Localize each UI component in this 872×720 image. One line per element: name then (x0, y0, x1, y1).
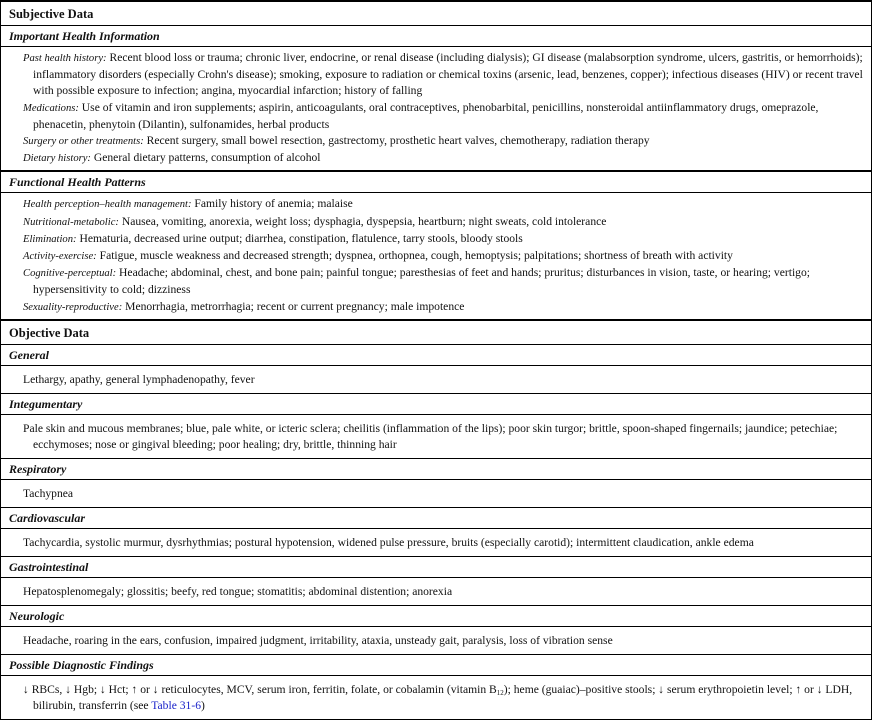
item-text: Fatigue, muscle weakness and decreased strength; dyspnea, orthopnea, cough, hemoptysis; palpitations; shortness of breath with activity (96, 249, 733, 263)
item-text: Hematuria, decreased urine output; diarrhea, constipation, flatulence, tarry stools, bloody stools (76, 231, 523, 245)
general-body: Lethargy, apathy, general lymphadenopathy, fever (1, 366, 871, 394)
item-text: Use of vitamin and iron supplements; aspirin, anticoagulants, oral contraceptives, phenobarbital, penicillins, nonsteroidal antiinflammatory drugs, omeprazole, phenacetin, phenytoin (Dilantin), sulfonamides, herbal products (33, 100, 819, 131)
functional-health-patterns-body (1, 193, 871, 320)
diagnostic-text-part2: ); heme (guaiac)–positive stools; ↓ serum erythropoietin level; ↑ or ↓ LDH, bilirubin, transferrin (see (33, 682, 853, 712)
nutritional-metabolic-item (23, 214, 865, 231)
vitamin-b12-subscript: 12 (496, 688, 504, 697)
neurologic-body: Headache, roaring in the ears, confusion, impaired judgment, irritability, ataxia, unsteady gait, paralysis, loss of vibration sense (1, 627, 871, 655)
past-health-history-item (23, 50, 865, 100)
important-health-info-body (1, 47, 871, 172)
health-perception-item (23, 196, 865, 213)
respiratory-header: Respiratory (1, 459, 871, 480)
item-label: Past health history: (23, 53, 107, 64)
item-text: Headache; abdominal, chest, and bone pain; painful tongue; paresthesias of feet and hands; pruritus; disturbances in vision, taste, or hearing; vertigo; hypersensitivity to cold; dizziness (33, 266, 810, 297)
neurologic-header: Neurologic (1, 606, 871, 627)
general-header: General (1, 345, 871, 366)
diagnostic-text-part3: ) (201, 698, 205, 712)
item-label: Elimination: (23, 233, 77, 245)
diagnostic-text-part1: ↓ RBCs, ↓ Hgb; ↓ Hct; ↑ or ↓ reticulocytes, MCV, serum iron, ferritin, folate, or cobalamin (vitamin B (23, 682, 497, 696)
subjective-data-header: Subjective Data (1, 2, 871, 26)
item-text: Recent blood loss or trauma; chronic liver, endocrine, or renal disease (including dialysis); GI disease (malabsorption syndrome, ulcers, gastritis, or hemorrhoids); inflammatory disorders (especially Crohn's disease); smoking, exposure to radiation or chemical toxins (arsenic, lead, benzenes, copper); infectious diseases (HIV) or recent travel with possible exposure to infection; angina, myocardial infarction; history of falling (33, 51, 863, 98)
item-text: Family history of anemia; malaise (191, 197, 353, 211)
item-text: Recent surgery, small bowel resection, gastrectomy, prosthetic heart valves, chemotherapy, radiation therapy (143, 134, 650, 148)
diagnostic-findings-body (1, 676, 871, 719)
functional-health-patterns-header: Functional Health Patterns (1, 172, 871, 193)
cardiovascular-body: Tachycardia, systolic murmur, dysrhythmias; postural hypotension, widened pulse pressure, bruits (especially carotid); intermittent claudication, ankle edema (1, 529, 871, 557)
item-label: Nutritional-metabolic: (23, 216, 119, 228)
cardiovascular-header: Cardiovascular (1, 508, 871, 529)
gastrointestinal-header: Gastrointestinal (1, 557, 871, 578)
item-label: Dietary history: (23, 153, 91, 165)
sexuality-reproductive-item (23, 299, 865, 316)
integumentary-body (1, 415, 871, 459)
item-label: Medications: (23, 102, 79, 114)
diagnostic-findings-header: Possible Diagnostic Findings (1, 655, 871, 676)
item-label: Activity-exercise: (23, 251, 97, 263)
gastrointestinal-body: Hepatosplenomegaly; glossitis; beefy, red tongue; stomatitis; abdominal distention; anorexia (1, 578, 871, 606)
integumentary-header: Integumentary (1, 394, 871, 415)
diagnostic-findings-text (23, 682, 865, 714)
item-text: Menorrhagia, metrorrhagia; recent or current pregnancy; male impotence (122, 299, 465, 313)
dietary-history-item (23, 150, 865, 167)
activity-exercise-item (23, 248, 865, 265)
item-label: Surgery or other treatments: (23, 136, 144, 148)
medications-item (23, 100, 865, 133)
respiratory-body: Tachypnea (1, 480, 871, 508)
elimination-item (23, 231, 865, 248)
item-label: Sexuality-reproductive: (23, 301, 123, 313)
integumentary-text: Pale skin and mucous membranes; blue, pale white, or icteric sclera; cheilitis (inflammation of the lips); poor skin turgor; brittle, spoon-shaped fingernails; jaundice; petechiae; ecchymoses; nose or gingival bleeding; poor healing; dry, brittle, thinning hair (23, 421, 838, 451)
important-health-info-header: Important Health Information (1, 26, 871, 47)
item-label: Health perception–health management: (23, 199, 192, 211)
item-label: Cognitive-perceptual: (23, 268, 117, 280)
surgery-item (23, 133, 865, 150)
item-text: General dietary patterns, consumption of alcohol (90, 151, 321, 165)
objective-data-header: Objective Data (1, 321, 871, 345)
item-text: Nausea, vomiting, anorexia, weight loss; dysphagia, dyspepsia, heartburn; night sweats, cold intolerance (118, 214, 607, 228)
cognitive-perceptual-item (23, 265, 865, 298)
table-31-6-link[interactable]: Table 31-6 (151, 698, 201, 712)
